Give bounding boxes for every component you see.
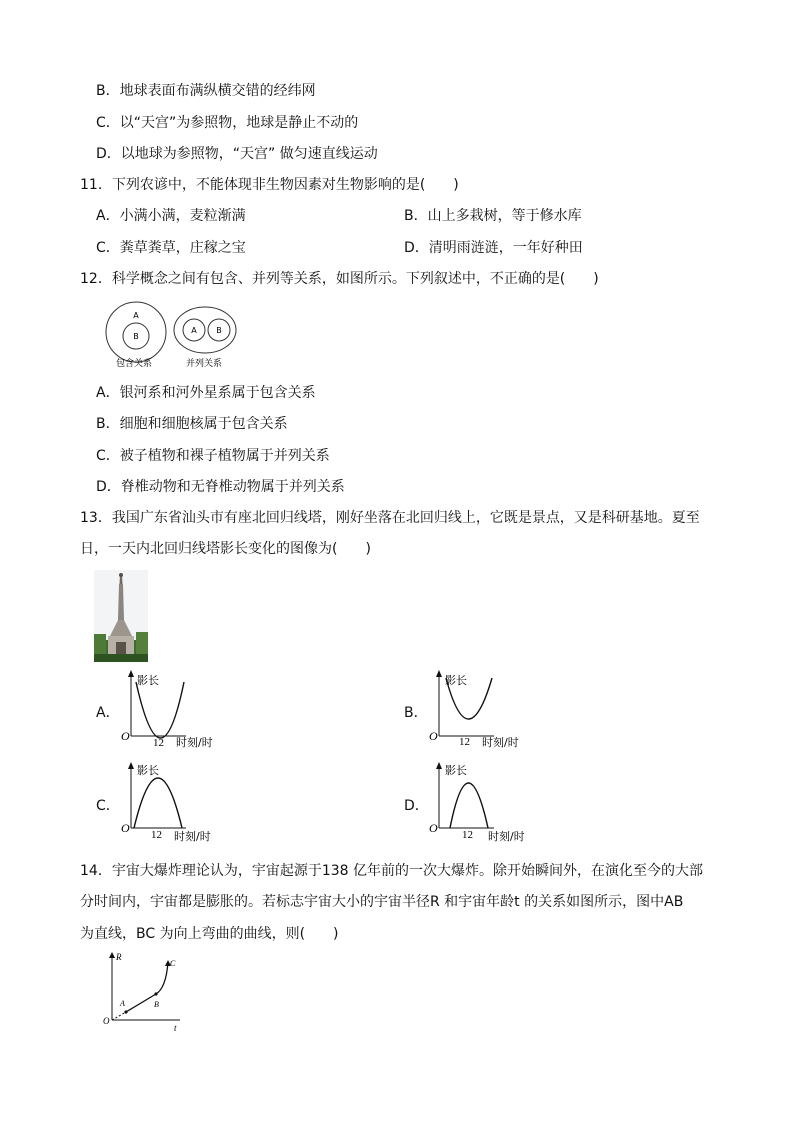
q10-option-b: B．地球表面布满纵横交错的经纬网 (96, 83, 316, 99)
q11-option-b: B．山上多栽树，等于修水库 (404, 208, 582, 224)
svg-text:时刻/时: 时刻/时 (174, 830, 211, 843)
q12-stem: 12．科学概念之间有包含、并列等关系，如图所示。下列叙述中，不正确的是( ) (80, 271, 599, 287)
q14-radius-age-diagram (100, 952, 190, 1032)
q11-option-d: D．清明雨涟涟，一年好种田 (404, 240, 583, 256)
q13-graph-d (426, 762, 536, 842)
q13-option-c-label: C． (96, 798, 120, 814)
q10-option-d: D．以地球为参照物，“天宫” 做匀速直线运动 (96, 146, 378, 162)
q14-stem-line1: 14．宇宙大爆炸理论认为，宇宙起源于138 亿年前的一次大爆炸。除开始瞬间外，在演化至今的大部 (80, 863, 703, 879)
svg-text:时刻/时: 时刻/时 (482, 736, 519, 749)
inclusion-diagram (106, 302, 166, 369)
svg-text:影长: 影长 (445, 764, 467, 777)
svg-text:O: O (121, 729, 130, 743)
svg-text:12: 12 (462, 829, 473, 841)
svg-text:12: 12 (151, 829, 162, 841)
q12-concept-diagram (100, 302, 250, 370)
svg-text:A: A (120, 999, 125, 1008)
q13-option-b-label: B． (404, 705, 428, 721)
svg-text:时刻/时: 时刻/时 (176, 736, 213, 749)
q13-graph-a (118, 670, 228, 750)
svg-text:R: R (116, 952, 122, 962)
svg-text:12: 12 (153, 737, 164, 749)
q13-option-d-label: D． (404, 798, 429, 814)
q12-option-c: C．被子植物和裸子植物属于并列关系 (96, 448, 330, 464)
svg-text:影长: 影长 (137, 764, 159, 777)
q11-option-a: A．小满小满，麦粒渐满 (96, 208, 246, 224)
inclusion-caption: 包含关系 (115, 359, 153, 369)
svg-text:影长: 影长 (137, 674, 159, 687)
svg-text:12: 12 (459, 736, 470, 748)
q13-graph-c (118, 762, 228, 842)
q12-option-b: B．细胞和细胞核属于包含关系 (96, 416, 288, 432)
q12-option-d: D．脊椎动物和无脊椎动物属于并列关系 (96, 479, 345, 495)
q13-option-a-label: A． (96, 705, 120, 721)
tropic-tower-photo (94, 570, 148, 662)
svg-text:O: O (429, 821, 438, 835)
q12-option-a: A．银河系和河外星系属于包含关系 (96, 385, 316, 401)
q13-stem-line2: 日，一天内北回归线塔影长变化的图像为( ) (80, 541, 371, 557)
parallel-label-a: A (191, 326, 197, 335)
parallel-diagram (174, 307, 236, 369)
q10-option-c: C．以“天宫”为参照物，地球是静止不动的 (96, 115, 359, 131)
parallel-caption: 并列关系 (185, 359, 223, 369)
q14-stem-line2: 分时间内，宇宙都是膨胀的。若标志宇宙大小的宇宙半径R 和宇宙年龄t 的关系如图所示，图中AB (80, 894, 684, 910)
q11-option-c: C．粪草粪草，庄稼之宝 (96, 240, 246, 256)
q11-stem: 11．下列农谚中，不能体现非生物因素对生物影响的是( ) (80, 177, 459, 193)
svg-text:O: O (429, 729, 438, 743)
svg-text:影长: 影长 (445, 674, 467, 687)
svg-text:t: t (174, 1023, 177, 1033)
svg-text:O: O (121, 821, 130, 835)
svg-text:B: B (154, 1000, 159, 1009)
q13-stem-line1: 13．我国广东省汕头市有座北回归线塔，刚好坐落在北回归线上，它既是景点，又是科研基地。夏至 (80, 510, 700, 526)
svg-text:C: C (170, 959, 176, 968)
q14-stem-line3: 为直线，BC 为向上弯曲的曲线，则( ) (80, 926, 339, 942)
q13-graph-b (426, 670, 536, 750)
svg-text:时刻/时: 时刻/时 (488, 830, 525, 843)
inclusion-label-b: B (133, 332, 139, 341)
inclusion-label-a: A (133, 311, 139, 320)
svg-text:O: O (103, 1016, 110, 1026)
parallel-label-b: B (216, 326, 222, 335)
